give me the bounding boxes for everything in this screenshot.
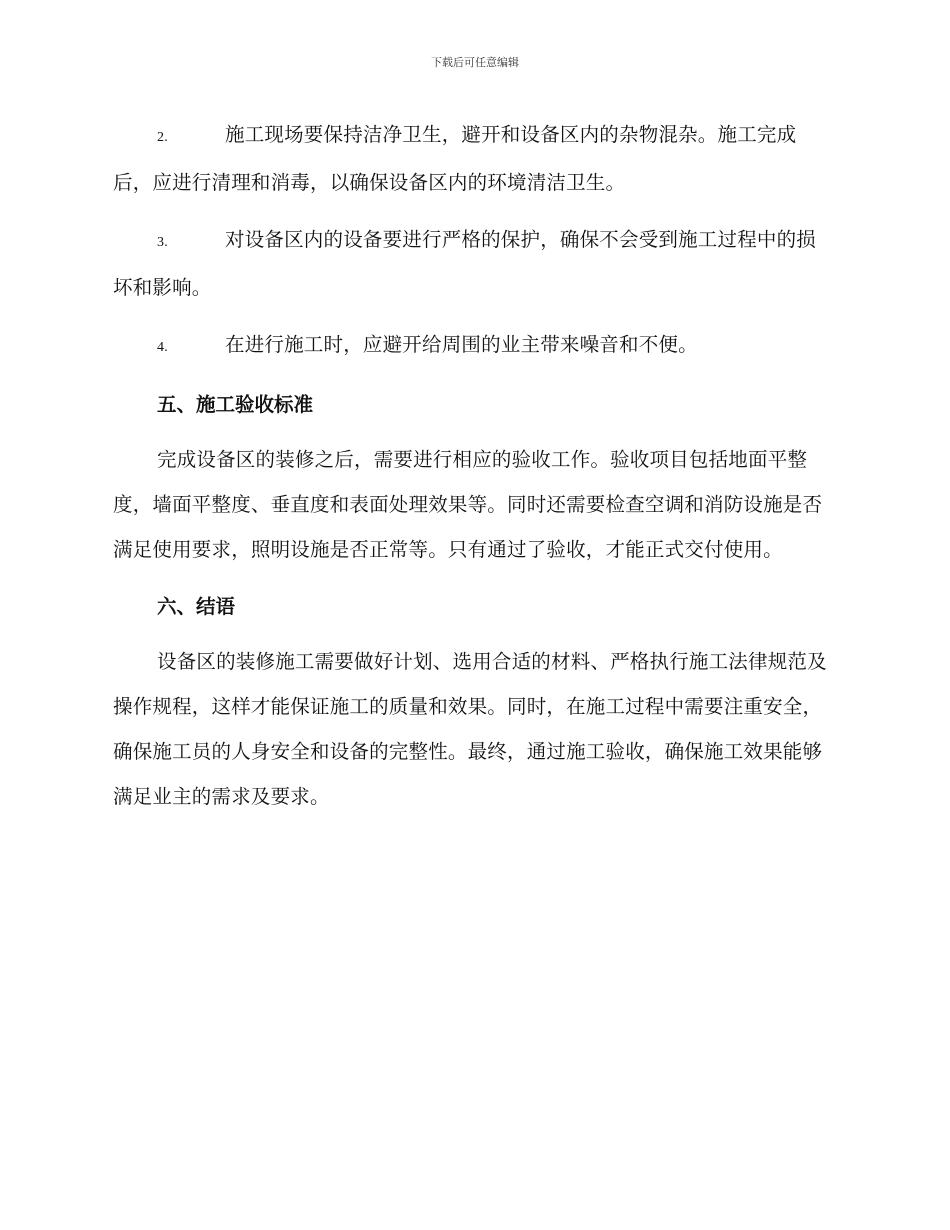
paragraph-acceptance: 完成设备区的装修之后，需要进行相应的验收工作。验收项目包括地面平整度，墙面平整度、垂直度和表面处理效果等。同时还需要检查空调和消防设施是否满足使用要求，照明设施是否正常等。只有通过了验收，才能正式交付使用。: [113, 448, 823, 561]
page-header: 下载后可任意编辑: [431, 56, 519, 69]
list-item-text: 施工现场要保持洁净卫生，避开和设备区内的杂物混杂。施工完成后，应进行清理和消毒，以确保设备区内的环境清洁卫生。: [113, 123, 797, 194]
list-item: [113, 322, 835, 370]
list-item: [113, 217, 835, 310]
list-item-text: 在进行施工时，应避开给周围的业主带来噪音和不便。: [225, 333, 698, 356]
section-heading-acceptance: 五、施工验收标准: [157, 393, 314, 416]
section-heading-conclusion: 六、结语: [157, 595, 236, 618]
list-item-number: 3.: [157, 235, 168, 250]
list-item-number: 4.: [157, 340, 168, 355]
paragraph-conclusion: 设备区的装修施工需要做好计划、选用合适的材料、严格执行施工法律规范及操作规程，这样才能保证施工的质量和效果。同时，在施工过程中需要注重安全，确保施工员的人身安全和设备的完整性。最终，通过施工验收，确保施工效果能够满足业主的需求及要求。: [113, 650, 827, 808]
list-item-text: 对设备区内的设备要进行严格的保护，确保不会受到施工过程中的损坏和影响。: [113, 228, 817, 299]
list-item: [113, 112, 835, 205]
document-body: [113, 112, 835, 831]
list-item-number: 2.: [157, 130, 168, 145]
